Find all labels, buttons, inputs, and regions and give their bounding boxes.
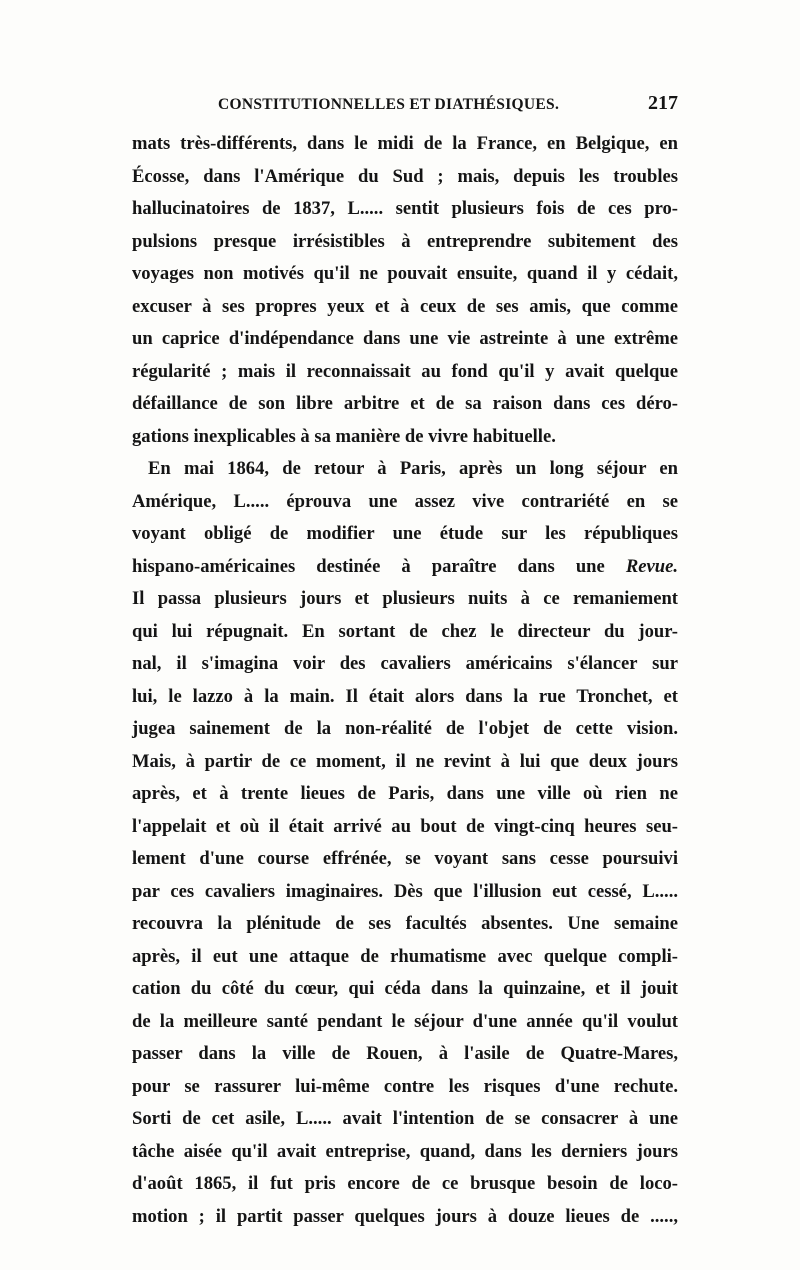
text-line: régularité ; mais il reconnaissait au fond qu'il y avait quelque	[132, 360, 678, 382]
text-line: motion ; il partit passer quelques jours à douze lieues de .....,	[132, 1205, 678, 1227]
text-line: Mais, à partir de ce moment, il ne revint à lui que deux jours	[132, 750, 678, 772]
text-line: Il passa plusieurs jours et plusieurs nuits à ce remaniement	[132, 588, 678, 609]
text-line: un caprice d'indépendance dans une vie astreinte à une extrême	[132, 328, 678, 349]
text-line: pour se rassurer lui-même contre les risques d'une rechute.	[132, 1075, 678, 1097]
text-line: pulsions presque irrésistibles à entreprendre subitement des	[132, 230, 678, 252]
text-line: hallucinatoires de 1837, L..... sentit plusieurs fois de ces pro-	[132, 198, 678, 219]
text-line: voyant obligé de modifier une étude sur les républiques	[132, 523, 678, 544]
text-line: après, il eut une attaque de rhumatisme avec quelque compli-	[132, 945, 678, 967]
text-line: qui lui répugnait. En sortant de chez le directeur du jour-	[132, 620, 678, 642]
text-segment: hispano-américaines destinée à paraître dans une	[132, 555, 605, 577]
paragraph-start-line: En mai 1864, de retour à Paris, après un long séjour en	[148, 458, 678, 479]
text-line: d'août 1865, il fut pris encore de ce brusque besoin de loco-	[132, 1173, 678, 1194]
text-line-with-italic	[132, 551, 678, 584]
text-line: passer dans la ville de Rouen, à l'asile de Quatre-Mares,	[132, 1043, 678, 1064]
text-line: cation du côté du cœur, qui céda dans la quinzaine, et il jouit	[132, 978, 678, 999]
body-text	[132, 128, 678, 1233]
text-line: nal, il s'imagina voir des cavaliers américains s'élancer sur	[132, 653, 678, 674]
text-line: de la meilleure santé pendant le séjour d'une année qu'il voulut	[132, 1010, 678, 1032]
text-line: Amérique, L..... éprouva une assez vive contrariété en se	[132, 490, 678, 512]
italic-journal-title: Revue.	[625, 555, 678, 577]
text-line: tâche aisée qu'il avait entreprise, quand, dans les derniers jours	[132, 1140, 678, 1162]
running-head	[200, 92, 678, 122]
text-line: après, et à trente lieues de Paris, dans une ville où rien ne	[132, 783, 678, 804]
text-line: excuser à ses propres yeux et à ceux de ses amis, que comme	[132, 295, 678, 317]
text-line: Sorti de cet asile, L..... avait l'intention de se consacrer à une	[132, 1108, 678, 1129]
text-line: jugea sainement de la non-réalité de l'objet de cette vision.	[132, 718, 678, 739]
page-number: 217	[648, 92, 678, 114]
text-line: mats très-différents, dans le midi de la France, en Belgique, en	[132, 133, 678, 154]
text-line: défaillance de son libre arbitre et de sa raison dans ces déro-	[132, 393, 678, 414]
text-line: l'appelait et où il était arrivé au bout de vingt-cinq heures seu-	[132, 815, 678, 837]
text-line: par ces cavaliers imaginaires. Dès que l'illusion eut cessé, L.....	[132, 880, 678, 902]
text-line: lui, le lazzo à la main. Il était alors dans la rue Tronchet, et	[132, 685, 678, 707]
text-line: Écosse, dans l'Amérique du Sud ; mais, depuis les troubles	[132, 165, 678, 187]
text-line: recouvra la plénitude de ses facultés absentes. Une semaine	[132, 913, 678, 934]
text-line: lement d'une course effrénée, se voyant sans cesse poursuivi	[132, 848, 678, 869]
running-title: CONSTITUTIONNELLES ET DIATHÉSIQUES.	[218, 96, 560, 113]
text-line: voyages non motivés qu'il ne pouvait ensuite, quand il y cédait,	[132, 263, 678, 284]
text-line: gations inexplicables à sa manière de vivre habituelle.	[132, 425, 556, 447]
